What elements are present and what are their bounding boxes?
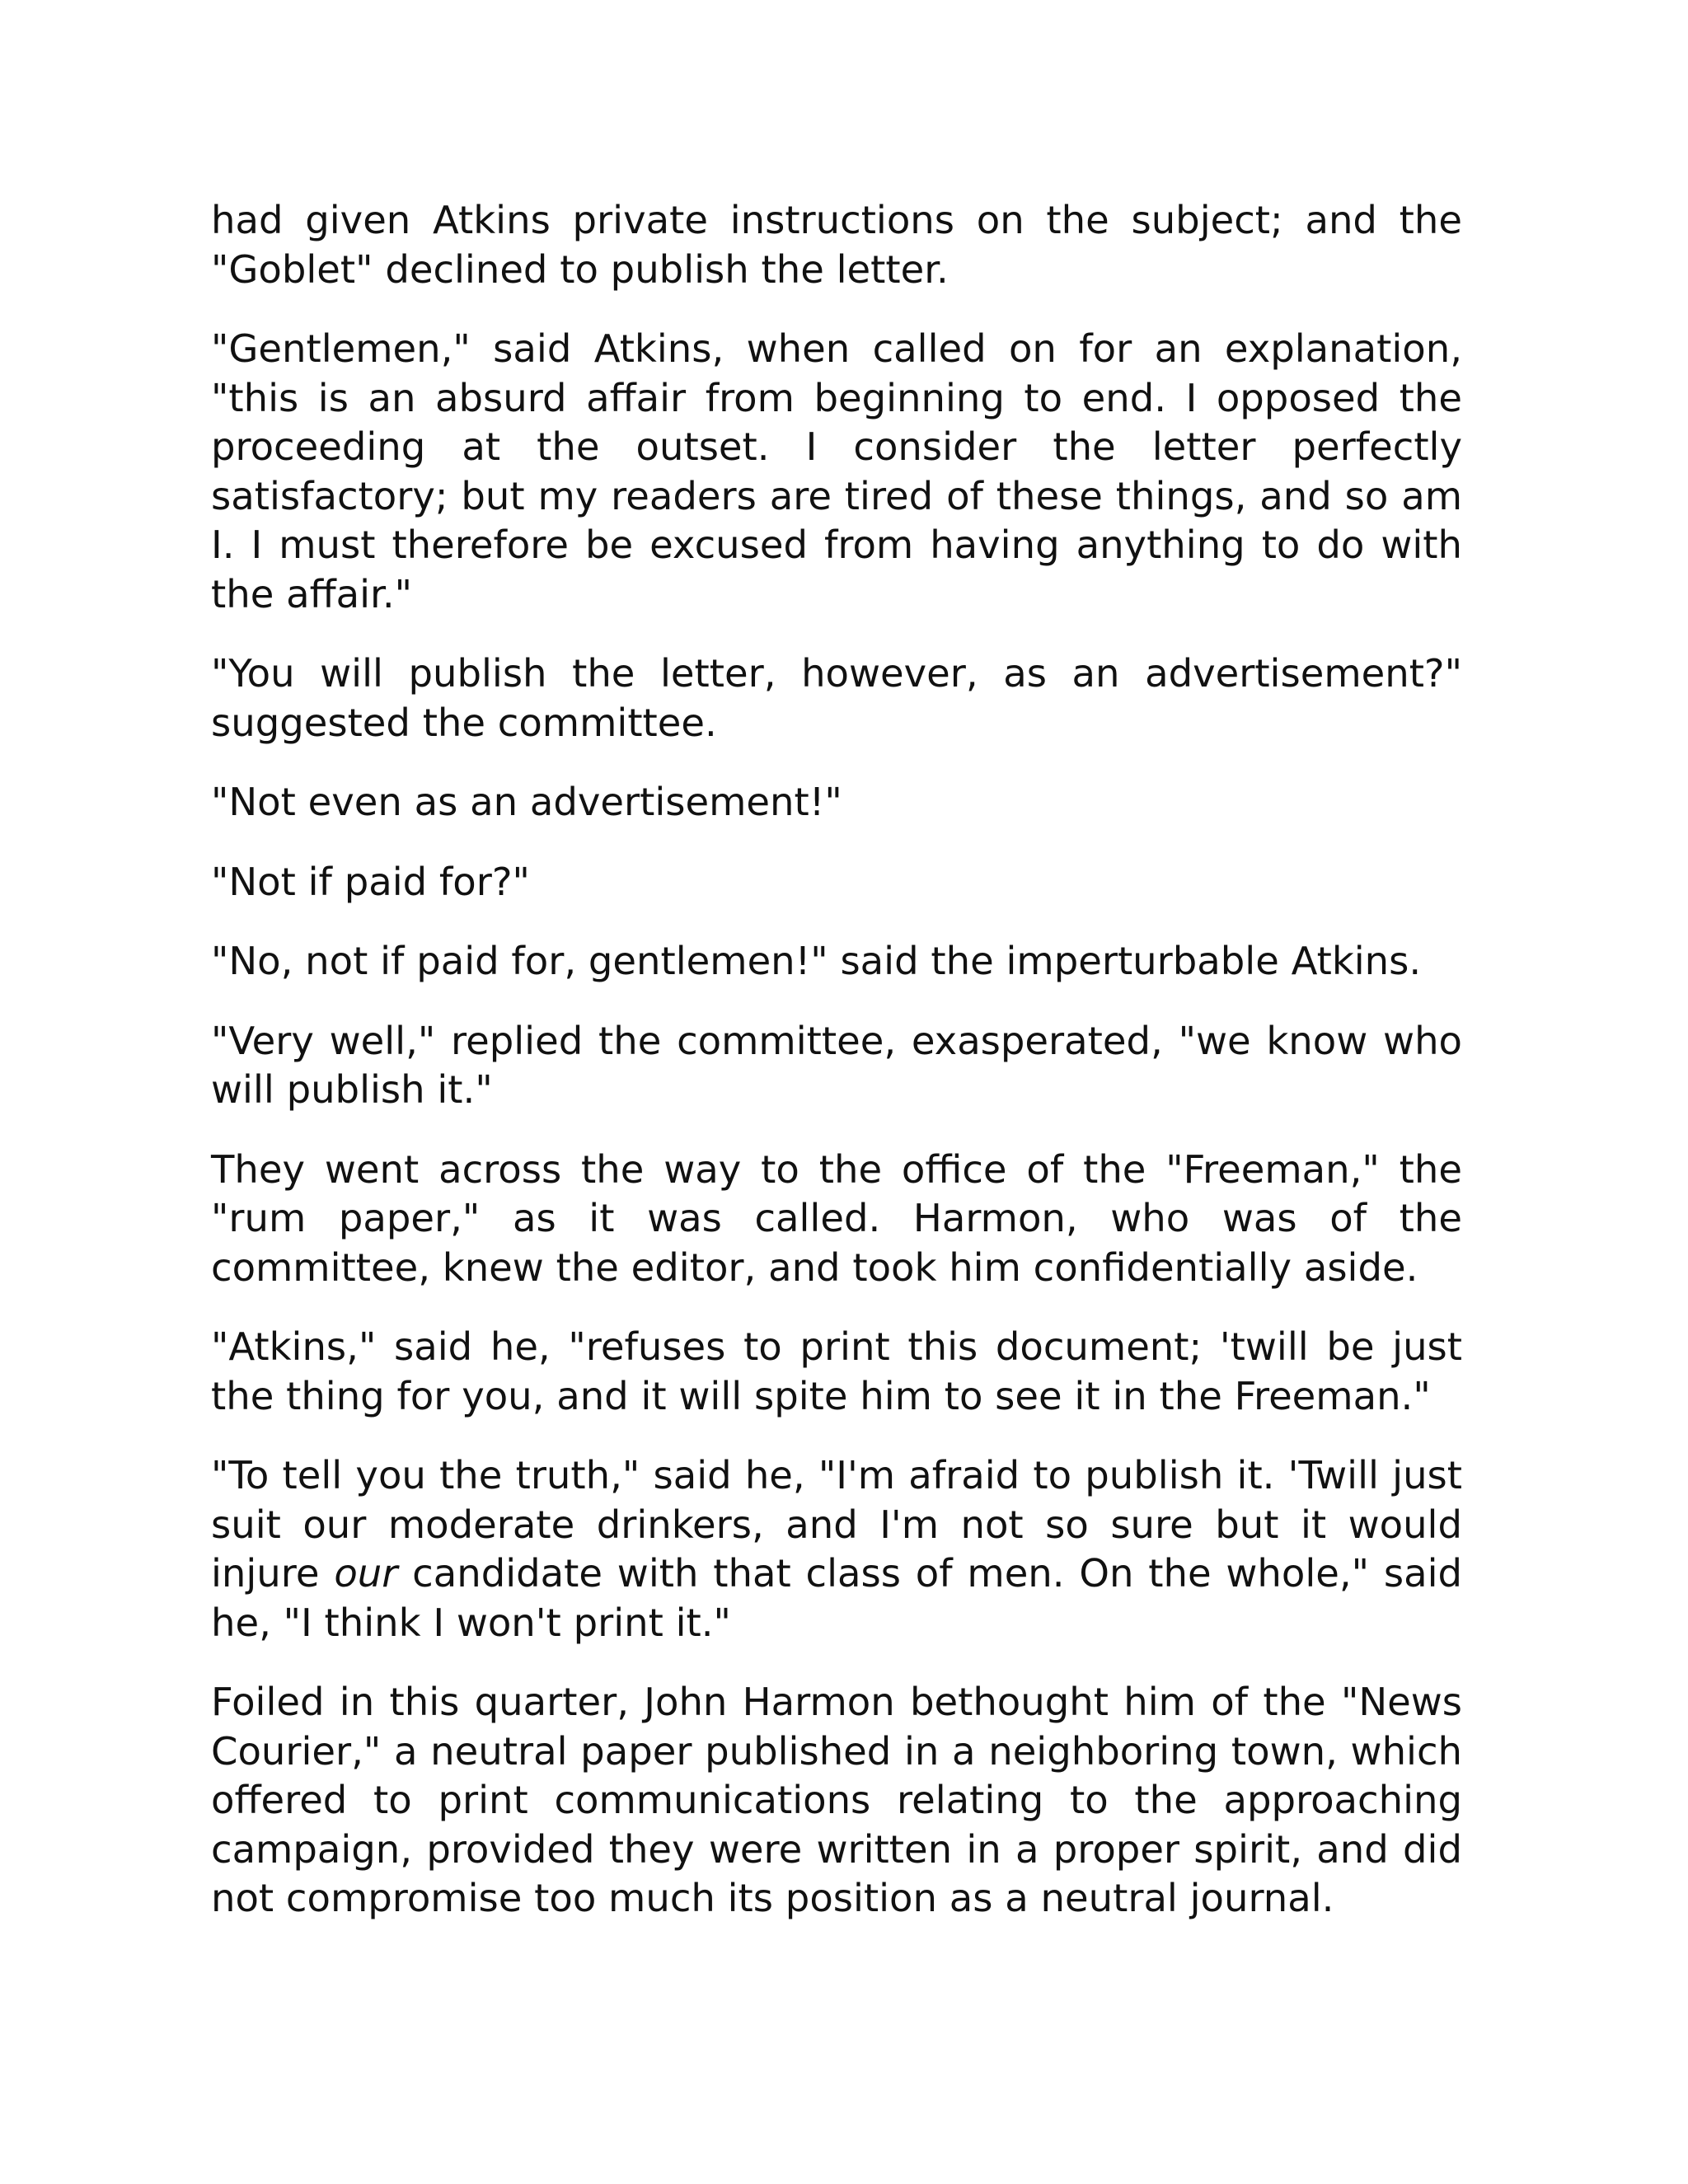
paragraph-5: "Not if paid for?" [211, 859, 530, 904]
paragraph-6: "No, not if paid for, gentlemen!" said the imperturbable Atkins. [211, 939, 1422, 983]
paragraph-10-emphasis: our [334, 1551, 398, 1596]
paragraph-10 [211, 1451, 1462, 1647]
paragraph-10-after: candidate with that class of men. On the whole," said he, "I think I won't print it." [211, 1551, 1462, 1645]
paragraph-1: had given Atkins private instructions on the subject; and the "Goblet" declined to publish the letter. [211, 198, 1462, 292]
paragraph-2: "Gentlemen," said Atkins, when called on for an explanation, "this is an absurd affair from beginning to end. I opposed the proceeding at the outset. I consider the letter perfectly satisfactory; but my readers are tired of these things, and so am I. I must therefore be excused from having anything to do with the affair." [211, 326, 1462, 616]
paragraph-9: "Atkins," said he, "refuses to print this document; 'twill be just the thing for you, and it will spite him to see it in the Freeman." [211, 1324, 1462, 1418]
paragraph-3: "You will publish the letter, however, as an advertisement?" suggested the committee. [211, 651, 1462, 745]
paragraph-4: "Not even as an advertisement!" [211, 780, 842, 824]
paragraph-10-before: "To tell you the truth," said he, "I'm afraid to publish it. 'Twill just suit our moderate drinkers, and I'm not so sure but it would injure [211, 1453, 1462, 1596]
document-page [211, 196, 1462, 1924]
paragraph-7: "Very well," replied the committee, exasperated, "we know who will publish it." [211, 1018, 1462, 1112]
paragraph-8: They went across the way to the office of the "Freeman," the "rum paper," as it was called. Harmon, who was of the committee, knew the editor, and took him confidentially aside. [211, 1146, 1462, 1290]
paragraph-11: Foiled in this quarter, John Harmon bethought him of the "News Courier," a neutral paper published in a neighboring town, which offered to print communications relating to the approaching campaign, provided they were written in a proper spirit, and did not compromise too much its position as a neutral journal. [211, 1680, 1462, 1920]
